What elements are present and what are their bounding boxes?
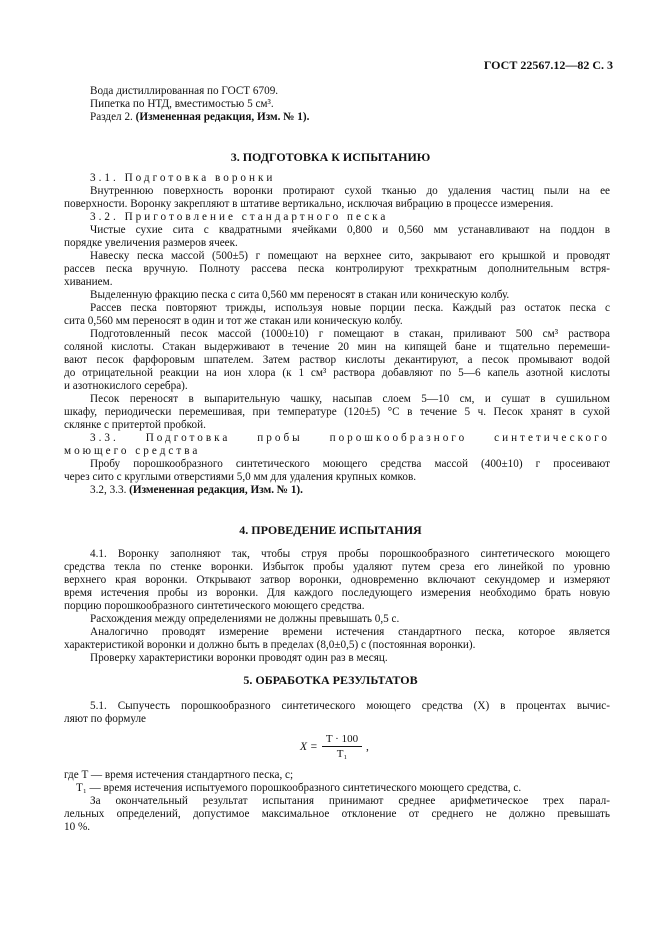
text-line: склянке с притертой пробкой.	[64, 419, 206, 431]
text-line: хиванием.	[64, 276, 113, 288]
text-line: Аналогично проводят измерение времени истечения стандартного песка, которое является	[90, 626, 610, 638]
text-line: Вода дистиллированная по ГОСТ 6709.	[90, 85, 279, 97]
text-line: Расхождения между определениями не должны превышать 0,5 с.	[90, 613, 400, 625]
subsection-title: 3.1. Подготовка воронки	[90, 172, 276, 184]
section-4-heading: 4. ПРОВЕДЕНИЕ ИСПЫТАНИЯ	[239, 523, 422, 537]
text-line: через сито с круглыми отверстиями 5,0 мм для удаления крупных комков.	[64, 471, 417, 483]
text-line: Навеску песка массой (500±5) г помещают на верхнее сито, закрывают его крышкой и проводят	[90, 250, 610, 262]
text-line: 5.1. Сыпучесть порошкообразного синтетического моющего средства (X) в процентах вычис-	[90, 700, 610, 712]
text-line: вают песок фарфоровым шпателем. Затем раствор кислоты декантируют, а песок промывают водой	[64, 354, 610, 366]
text-line: Рассев песка повторяют трижды, используя новые порции песка. Каждый раз остаток песка с	[90, 302, 610, 314]
text-line: поверхности. Воронку закрепляют в штативе вертикально, исключая вибрацию в процессе измерения.	[64, 198, 554, 210]
text-line: Проверку характеристики воронки проводят один раз в месяц.	[90, 652, 388, 664]
text-line: 10 %.	[64, 821, 91, 833]
page-header: ГОСТ 22567.12—82 С. 3	[483, 58, 613, 72]
formula	[300, 733, 420, 765]
section-3-heading: 3. ПОДГОТОВКА К ИСПЫТАНИЮ	[230, 150, 431, 164]
text-line: 4.1. Воронку заполняют так, чтобы струя пробы порошкообразного синтетического моющего	[90, 548, 610, 560]
text-line: Подготовленный песок массой (1000±10) г помещают в стакан, приливают 500 см³ раствора	[90, 328, 610, 340]
subsection-title: 3.3. Подготовка пробы порошкообразного синтетического	[90, 432, 610, 444]
text-line: Выделенную фракцию песка с сита 0,560 мм переносят в стакан или коническую колбу.	[90, 289, 510, 301]
subsection-title: 3.2. Приготовление стандартного песка	[90, 211, 389, 223]
text-line: За окончательный результат испытания принимают среднее арифметическое трех парал-	[90, 795, 610, 807]
text-line: T₁ — время истечения испытуемого порошкообразного синтетического моющего средства, с.	[76, 782, 522, 794]
formula-lhs: X =	[300, 741, 318, 753]
formula-numerator: T · 100	[322, 733, 362, 747]
text-line: ляют по формуле	[64, 713, 146, 725]
text-line: и азотнокислого серебра).	[64, 380, 188, 392]
text-line: лельных определений, допустимое максимальное отклонение от среднего не должно превышать	[64, 808, 610, 820]
text-line: сита 0,560 мм переносят в один и тот же стакан или коническую колбу.	[64, 315, 403, 327]
text-line	[90, 111, 309, 124]
text-line: соляной кислоты. Стакан выдерживают в течение 20 мин на кипящей бане и тщательно перемеши-	[64, 341, 610, 353]
text-line: верхнего края воронки. Открывают затвор воронки, одновременно включают секундомер и измеряют	[64, 574, 610, 586]
text-line: Внутреннюю поверхность воронки протирают сухой тканью до удаления частиц пыли на ее	[90, 185, 610, 197]
text-line: Чистые сухие сита с квадратными ячейками 0,800 и 0,560 мм устанавливают на поддон в	[90, 224, 610, 236]
subsection-title: моющего средства	[64, 445, 201, 457]
section-5-heading: 5. ОБРАБОТКА РЕЗУЛЬТАТОВ	[243, 673, 418, 687]
text-line: Пробу порошкообразного синтетического моющего средства массой (400±10) г просеивают	[90, 458, 610, 470]
formula-fraction	[322, 733, 362, 760]
section-ref: Раздел 2.	[90, 111, 133, 123]
text-line: до отрицательной реакции на ион хлора (к 1 см³ раствора добавляют по 5—6 капель азотной кислоты	[64, 367, 610, 379]
text-line: рассев песка вручную. Полноту рассева песка контролируют трехкратным дополнительным встря-	[64, 263, 610, 275]
text-line	[90, 484, 303, 497]
formula-comma: ,	[366, 741, 369, 753]
text-line: порцию порошкообразного синтетического моющего средства.	[64, 600, 365, 612]
text-line: шкафу, периодически перемешивая, при температуре (120±5) °С в течение 5 ч. Песок хранят в сухой	[64, 406, 610, 418]
text-line: характеристикой воронки и должно быть в пределах (8,0±0,5) с (постоянная воронки).	[64, 639, 476, 651]
text-line: порядке увеличения размеров ячеек.	[64, 237, 238, 249]
text-line: Песок переносят в выпарительную чашку, насыпав слоем 5—10 см, и сушат в сушильном	[90, 393, 610, 405]
text-line: Пипетка по НТД, вместимостью 5 см³.	[90, 98, 274, 110]
revision-note: (Измененная редакция, Изм. № 1).	[135, 111, 310, 123]
text-line: средства текла по стенке воронки. Избыток пробы удаляют путем среза его линейкой по уровню	[64, 561, 610, 573]
text-line: где T — время истечения стандартного песка, с;	[64, 769, 294, 781]
formula-denominator: T₁	[336, 748, 348, 760]
text-line: время истечения пробы из воронки. Для каждого последующего измерения необходимо брать новую	[64, 587, 610, 599]
revision-note: (Измененная редакция, Изм. № 1).	[129, 484, 303, 496]
section-ref: 3.2, 3.3.	[90, 484, 127, 496]
